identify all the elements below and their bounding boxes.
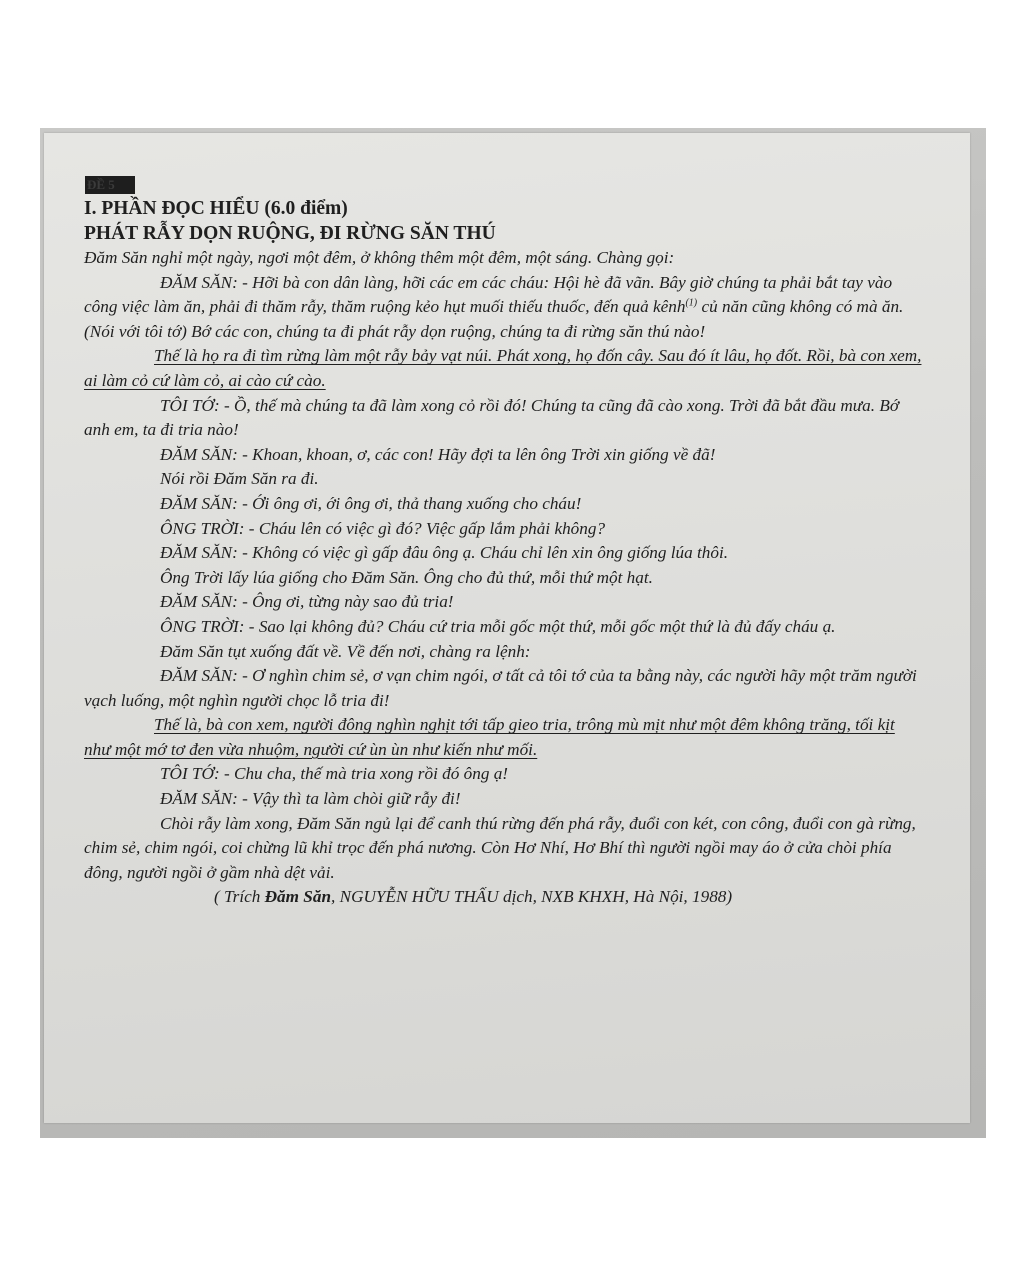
source-citation: [84, 885, 924, 910]
passage-title: PHÁT RẪY DỌN RUỘNG, ĐI RỪNG SĂN THÚ: [84, 223, 496, 244]
paragraph-7: ÔNG TRỜI: - Cháu lên có việc gì đó? Việc gấp lắm phải không?: [160, 518, 606, 538]
paragraph-2-text: Thế là họ ra đi tìm rừng làm một rẫy bảy vạt núi. Phát xong, họ đốn cây. Sau đó ít lâu, họ đốt. Rồi, bà con xem, ai làm cỏ cứ làm cỏ, ai cào cứ cào.: [84, 346, 922, 390]
paragraph-4: ĐĂM SĂN: - Khoan, khoan, ơ, các con! Hãy đợi ta lên ông Trời xin giống về đã!: [160, 444, 716, 464]
source-prefix: ( Trích: [214, 887, 265, 907]
paragraph-9: Ông Trời lấy lúa giống cho Đăm Săn. Ông cho đủ thứ, mỗi thứ một hạt.: [160, 567, 653, 587]
paragraph-3: TÔI TỚ: - Ồ, thế mà chúng ta đã làm xong cỏ rồi đó! Chúng ta cũng đã cào xong. Trời đã bắt đầu mưa. Bớ anh em, ta đi tria nào!: [84, 395, 900, 440]
paragraph-10: ĐĂM SĂN: - Ông ơi, từng này sao đủ tria!: [160, 592, 454, 612]
paragraph-12: Đăm Săn tụt xuống đất về. Về đến nơi, chàng ra lệnh:: [160, 641, 531, 661]
intro-line: Đăm Săn nghỉ một ngày, ngơi một đêm, ở không thêm một đêm, một sáng. Chàng gọi:: [84, 248, 675, 267]
paragraph-1-text-b: củ năn cũng không có mà ăn. (Nói với tôi tớ) Bớ các con, chúng ta đi phát rẫy dọn ruộng, chúng ta đi rừng săn thú nào!: [84, 297, 904, 341]
paragraph-6: ĐĂM SĂN: - Ới ông ơi, ới ông ơi, thả thang xuống cho cháu!: [160, 493, 582, 513]
document-body: [84, 196, 924, 910]
source-work-title: Đăm Săn: [264, 887, 332, 907]
paragraph-1: [84, 271, 924, 345]
section-heading: I. PHẦN ĐỌC HIỂU (6.0 điểm): [84, 198, 348, 219]
source-suffix: , NGUYỄN HỮU THẤU dịch, NXB KHXH, Hà Nội, 1988): [331, 887, 733, 907]
exam-label-box: ĐỀ 5: [85, 176, 135, 194]
paragraph-1-text-a: ĐĂM SĂN: - Hỡi bà con dân làng, hỡi các em các cháu: Hội hè đã vãn. Bây giờ chúng ta phải bắt tay vào công việc làm ăn, phải đi thăm rẫy, thăm ruộng kẻo hụt muối thiếu thuốc, đến quả kênh: [84, 272, 893, 317]
paragraph-13: ĐĂM SĂN: - Ơ nghìn chim sẻ, ơ vạn chim ngói, ơ tất cả tôi tớ của ta bằng này, các người hãy một trăm người vạch luống, một nghìn người chọc lỗ tria đi!: [84, 666, 917, 710]
paragraph-11: ÔNG TRỜI: - Sao lại không đủ? Cháu cứ tria mỗi gốc một thứ, mỗi gốc một thứ là đủ đấy cháu ạ.: [160, 616, 836, 636]
paragraph-5: Nói rồi Đăm Săn ra đi.: [160, 469, 319, 489]
paragraph-17: Chòi rẫy làm xong, Đăm Săn ngủ lại để canh thú rừng đến phá rẫy, đuổi con két, con công, đuổi con gà rừng, chim sẻ, chim ngói, coi chừng lũ khỉ trọc đến phá nương. Còn Hơ Nhí, Hơ Bhí thì người ngồi may áo ở cửa chòi phía đông, người ngồi ở gầm nhà dệt vải.: [84, 813, 916, 882]
paragraph-2: [84, 344, 924, 393]
footnote-mark: (1): [685, 297, 698, 309]
paragraph-15: TÔI TỚ: - Chu cha, thế mà tria xong rồi đó ông ạ!: [160, 764, 509, 784]
paragraph-14: [84, 713, 924, 762]
paragraph-8: ĐĂM SĂN: - Không có việc gì gấp đâu ông ạ. Cháu chỉ lên xin ông giống lúa thôi.: [160, 543, 729, 563]
paragraph-16: ĐĂM SĂN: - Vậy thì ta làm chòi giữ rẫy đi!: [160, 789, 461, 809]
paragraph-14-text: Thế là, bà con xem, người đông nghìn nghịt tới tấp gieo tria, trông mù mịt như một đêm không trăng, tối kịt như một mớ tơ đen vừa nhuộm, người cứ ùn ùn như kiến như mối.: [84, 715, 895, 759]
